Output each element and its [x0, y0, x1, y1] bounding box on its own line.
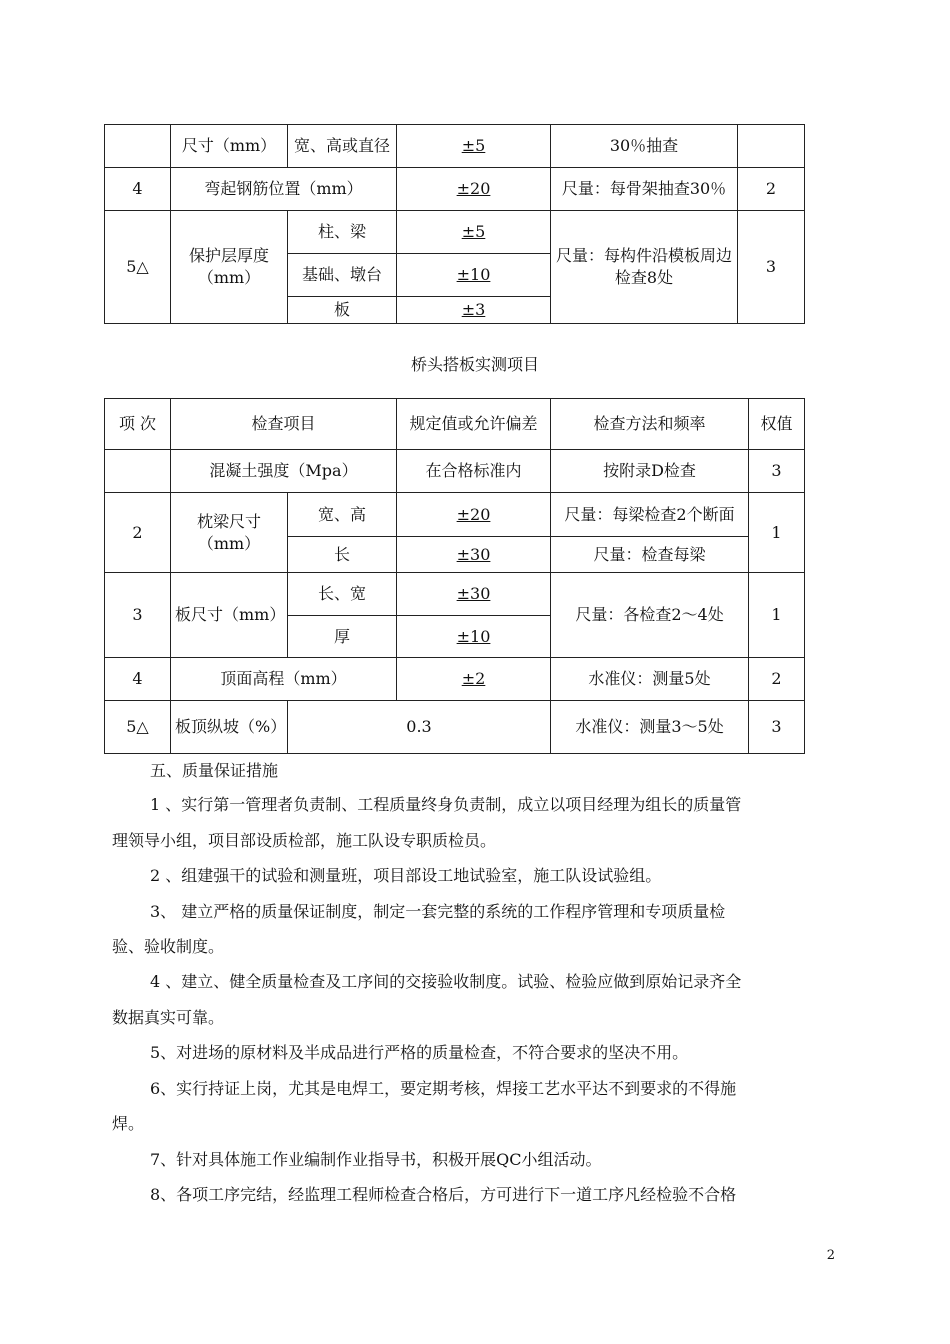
cell — [738, 125, 805, 168]
cell: 尺寸（mm） — [171, 125, 288, 168]
cell — [105, 125, 171, 168]
cell: 5△ — [105, 701, 171, 754]
cell: 长、宽 — [288, 573, 397, 616]
cell: 混凝土强度（Mpa） — [171, 450, 397, 493]
table-row — [105, 211, 805, 254]
cell: 按附录D检查 — [551, 450, 749, 493]
header-cell: 权值 — [749, 399, 805, 450]
paragraph-line: 4 、建立、健全质量检查及工序间的交接验收制度。试验、检验应做到原始记录齐全 — [150, 972, 742, 991]
cell: 尺量：每梁检查2个断面 — [551, 493, 749, 537]
paragraph-line: 1 、实行第一管理者负责制、工程质量终身负责制，成立以项目经理为组长的质量管 — [150, 795, 742, 814]
cell: ±20 — [397, 493, 551, 537]
cell: 板尺寸（mm） — [171, 573, 288, 658]
cell: ±20 — [397, 168, 551, 211]
cell: 板顶纵坡（%） — [171, 701, 288, 754]
paragraph-line: 2 、组建强干的试验和测量班，项目部设工地试验室，施工队设试验组。 — [150, 866, 662, 885]
cell: 3 — [749, 450, 805, 493]
cell: 水准仪：测量3～5处 — [551, 701, 749, 754]
cell: 厚 — [288, 616, 397, 658]
cell: 板 — [288, 297, 397, 324]
cell: 2 — [105, 493, 171, 573]
cell: 2 — [749, 658, 805, 701]
page-number: 2 — [826, 1248, 835, 1263]
cell: 枕梁尺寸（mm） — [171, 493, 288, 573]
header-cell: 项 次 — [105, 399, 171, 450]
cell: 尺量：检查每梁 — [551, 537, 749, 573]
table-caption: 桥头搭板实测项目 — [410, 355, 539, 374]
paragraph-line: 理领导小组，项目部设质检部，施工队设专职质检员。 — [112, 831, 497, 850]
cell: ±2 — [397, 658, 551, 701]
header-cell: 检查项目 — [171, 399, 397, 450]
cell: 顶面高程（mm） — [171, 658, 397, 701]
paragraph-line: 3、 建立严格的质量保证制度，制定一套完整的系统的工作程序管理和专项质量检 — [150, 902, 726, 921]
header-cell: 检查方法和频率 — [551, 399, 749, 450]
quality-inspection-table-continued — [104, 124, 805, 324]
cell: ±5 — [397, 125, 551, 168]
cell: 弯起钢筋位置（mm） — [171, 168, 397, 211]
header-cell: 规定值或允许偏差 — [397, 399, 551, 450]
cell: 4 — [105, 658, 171, 701]
paragraph-line: 5、对进场的原材料及半成品进行严格的质量检查，不符合要求的坚决不用。 — [150, 1043, 689, 1062]
section-heading: 五、质量保证措施 — [150, 761, 279, 780]
cell: ±10 — [397, 254, 551, 297]
paragraph-line: 7、针对具体施工作业编制作业指导书，积极开展QC小组活动。 — [150, 1150, 602, 1169]
paragraph-line: 6、实行持证上岗，尤其是电焊工，要定期考核，焊接工艺水平达不到要求的不得施 — [150, 1079, 737, 1098]
cell: ±30 — [397, 537, 551, 573]
cell: 3 — [749, 701, 805, 754]
table-row — [105, 658, 805, 701]
cell: 3 — [105, 573, 171, 658]
paragraph-line: 8、各项工序完结，经监理工程师检查合格后，方可进行下一道工序凡经检验不合格 — [150, 1185, 737, 1204]
paragraph-line: 数据真实可靠。 — [112, 1008, 225, 1027]
table-row — [105, 450, 805, 493]
cell: 长 — [288, 537, 397, 573]
cell — [105, 450, 171, 493]
cell: 2 — [738, 168, 805, 211]
cell: 4 — [105, 168, 171, 211]
cell: ±30 — [397, 573, 551, 616]
table-row — [105, 573, 805, 616]
cell: ±5 — [397, 211, 551, 254]
cell: 0.3 — [288, 701, 551, 754]
cell: 尺量：每构件沿模板周边检查8处 — [551, 211, 738, 324]
paragraph-line: 验、验收制度。 — [112, 937, 225, 956]
table-row — [105, 168, 805, 211]
table-header-row — [105, 399, 805, 450]
cell: 30％抽查 — [551, 125, 738, 168]
approach-slab-inspection-table — [104, 398, 805, 754]
cell: 水准仪：测量5处 — [551, 658, 749, 701]
cell: 宽、高 — [288, 493, 397, 537]
cell: 1 — [749, 573, 805, 658]
cell: 尺量：每骨架抽查30％ — [551, 168, 738, 211]
cell: 3 — [738, 211, 805, 324]
table-row — [105, 493, 805, 537]
paragraph-line: 焊。 — [112, 1114, 145, 1133]
cell: 1 — [749, 493, 805, 573]
cell: 基础、墩台 — [288, 254, 397, 297]
cell: ±10 — [397, 616, 551, 658]
table-row — [105, 125, 805, 168]
cell: 5△ — [105, 211, 171, 324]
cell: 在合格标准内 — [397, 450, 551, 493]
cell: 尺量：各检查2～4处 — [551, 573, 749, 658]
table-row — [105, 701, 805, 754]
cell: ±3 — [397, 297, 551, 324]
cell: 柱、梁 — [288, 211, 397, 254]
cell: 保护层厚度（mm） — [171, 211, 288, 324]
cell: 宽、高或直径 — [288, 125, 397, 168]
